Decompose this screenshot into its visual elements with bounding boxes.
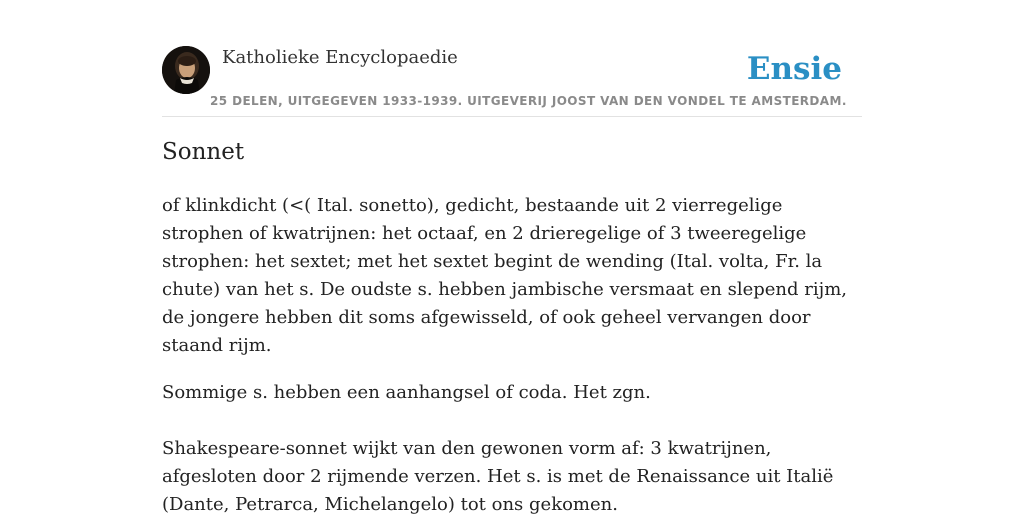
author-avatar[interactable] bbox=[162, 46, 210, 94]
source-header bbox=[162, 46, 862, 117]
source-title[interactable]: Katholieke Encyclopaedie bbox=[222, 47, 458, 68]
article-body bbox=[162, 192, 862, 519]
article-paragraph: Sommige s. hebben een aanhangsel of coda. Het zgn. bbox=[162, 382, 651, 403]
source-subtitle: 25 DELEN, UITGEGEVEN 1933-1939. UITGEVERIJ JOOST VAN DEN VONDEL TE AMSTERDAM. bbox=[210, 94, 847, 108]
article-paragraph: Shakespeare-sonnet wijkt van den gewonen vorm af: 3 kwatrijnen, afgesloten door 2 rijmende verzen. Het s. is met de Renaissance uit Italië (Dante, Petrarca, Michelangelo) tot ons gekomen. bbox=[162, 438, 834, 515]
article-paragraph: of klinkdicht (<( Ital. sonetto), gedicht, bestaande uit 2 vierregelige strophen of kwatrijnen: het octaaf, en 2 drieregelige of 3 tweeregelige strophen: het sextet; met het sextet begint de wending (Ital. volta, Fr. la chute) van het s. De oudste s. hebben jambische versmaat en slepend rijm, de jongere hebben dit soms afgewisseld, of ook geheel vervangen door staand rijm. bbox=[162, 195, 847, 356]
page-title: Sonnet bbox=[162, 139, 245, 165]
ensie-logo[interactable]: Ensie bbox=[746, 51, 842, 87]
portrait-icon bbox=[162, 46, 210, 94]
